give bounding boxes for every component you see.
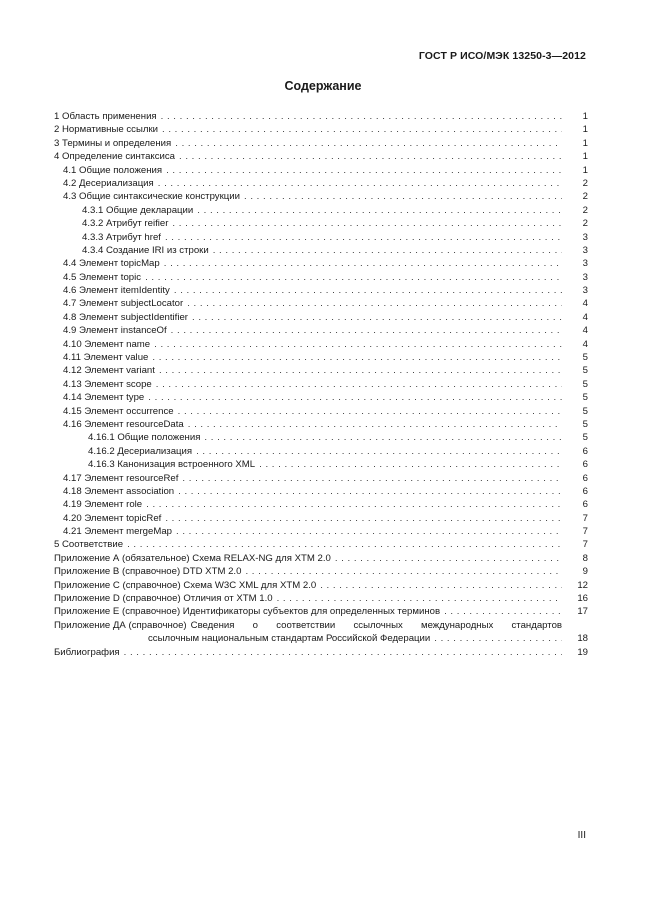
toc-entry [54, 137, 588, 150]
toc-entry [54, 364, 588, 377]
toc-entry [54, 271, 588, 284]
toc-entry-label: 4.14 Элемент type [63, 392, 145, 404]
toc-entry-label: 4.16.3 Канонизация встроенного XML [88, 459, 256, 471]
toc-leader-dots [158, 177, 562, 190]
toc-entry [54, 472, 588, 485]
toc-entry-page: 1 [582, 164, 588, 176]
toc-entry-label: 4.13 Элемент scope [63, 378, 152, 390]
toc-entry [54, 552, 588, 565]
toc-leader-dots [245, 565, 562, 578]
toc-entry-page: 6 [582, 485, 588, 497]
toc-entry-label: Приложение С (справочное) Схема W3C XML для XTM 2.0 [54, 579, 317, 591]
toc-entry-page: 3 [582, 231, 588, 243]
toc-entry-page: 2 [582, 191, 588, 203]
toc-leader-dots [152, 351, 562, 364]
toc-entry-page: 5 [582, 365, 588, 377]
toc-entry [54, 405, 588, 418]
toc-entry-page: 4 [582, 325, 588, 337]
toc-entry-label: Приложение D (справочное) Отличия от XTM 1.0 [54, 593, 273, 605]
page-title: Содержание [284, 79, 362, 93]
toc-entry-label: 4.20 Элемент topicRef [63, 512, 162, 524]
toc-entry [54, 351, 588, 364]
toc-entry-label: Приложение А (обязательное) Схема RELAX-NG для XTM 2.0 [54, 552, 331, 564]
toc-entry [54, 512, 588, 525]
toc-entry-label: 3 Термины и определения [54, 137, 172, 149]
toc-leader-dots [162, 123, 562, 136]
toc-entry-label: 4.8 Элемент subjectIdentifier [63, 311, 188, 323]
toc-entry-label: 4.3.3 Атрибут href [82, 231, 161, 243]
toc-leader-dots [204, 431, 562, 444]
toc-leader-dots [174, 284, 562, 297]
toc-entry [54, 257, 588, 270]
toc-entry [54, 284, 588, 297]
toc-leader-dots [244, 190, 562, 203]
toc-entry [54, 391, 588, 404]
toc-entry-label: 2 Нормативные ссылки [54, 124, 159, 136]
toc-entry [54, 190, 588, 203]
toc-entry-label: 4.5 Элемент topic [63, 271, 142, 283]
toc-entry [54, 311, 588, 324]
toc-entry [54, 164, 588, 177]
document-code: ГОСТ Р ИСО/МЭК 13250-3—2012 [418, 50, 586, 62]
toc-entry-page: 17 [577, 606, 588, 618]
toc-leader-dots [154, 338, 562, 351]
toc-leader-dots [127, 538, 562, 551]
toc-entry-label: 4.21 Элемент mergeMap [63, 526, 172, 538]
toc-entry-label: 4.17 Элемент resourceRef [63, 472, 179, 484]
toc-leader-dots [196, 445, 562, 458]
toc-leader-dots [145, 271, 562, 284]
toc-entry-page: 1 [582, 137, 588, 149]
toc-entry-page: 6 [582, 499, 588, 511]
toc-entry-label: 4.10 Элемент name [63, 338, 151, 350]
toc-leader-dots [213, 244, 562, 257]
toc-entry-label: 4.11 Элемент value [63, 352, 149, 364]
toc-leader-dots [164, 257, 562, 270]
toc-entry-page: 9 [582, 566, 588, 578]
toc-entry-wrapped-line1 [54, 619, 588, 632]
toc-leader-dots [444, 605, 562, 618]
toc-leader-dots [197, 204, 562, 217]
toc-entry-label: 1 Область применения [54, 110, 157, 122]
toc-entry [54, 378, 588, 391]
toc-entry-label: 4 Определение синтаксиса [54, 151, 175, 163]
toc-entry-page: 4 [582, 311, 588, 323]
toc-entry-page: 2 [582, 204, 588, 216]
toc-entry [54, 244, 588, 257]
toc-entry [54, 123, 588, 136]
toc-entry-page: 8 [582, 552, 588, 564]
toc-entry-page: 3 [582, 285, 588, 297]
toc-leader-dots [182, 472, 562, 485]
toc-entry-page: 5 [582, 405, 588, 417]
toc-leader-dots [178, 405, 562, 418]
toc-leader-dots [176, 525, 562, 538]
toc-leader-dots [188, 418, 562, 431]
toc-entry-label: 4.9 Элемент instanceOf [63, 325, 167, 337]
toc-entry-page: 5 [582, 432, 588, 444]
toc-leader-dots [159, 364, 562, 377]
toc-entry-page: 2 [582, 177, 588, 189]
toc-leader-dots [259, 458, 562, 471]
toc-entry [54, 431, 588, 444]
toc-entry-label: 4.18 Элемент association [63, 485, 175, 497]
toc-entry-label: Приложение В (справочное) DTD XTM 2.0 [54, 566, 242, 578]
toc-entry [54, 204, 588, 217]
toc-entry-label: Приложение Е (справочное) Идентификаторы субъектов для определенных терминов [54, 606, 441, 618]
toc-entry [54, 579, 588, 592]
toc-entry-label: 4.3.1 Общие декларации [82, 204, 194, 216]
toc-entry-page: 4 [582, 298, 588, 310]
toc-entry [54, 458, 588, 471]
toc-entry-page: 2 [582, 218, 588, 230]
toc-entry-label: Сведения о соответствии ссылочных международных стандартов [190, 619, 562, 631]
toc-leader-dots [335, 552, 562, 565]
toc-entry-label: ссылочным национальным стандартам Российской Федерации [148, 633, 431, 645]
toc-leader-dots [175, 137, 562, 150]
toc-leader-dots [171, 324, 562, 337]
toc-entry [54, 150, 588, 163]
toc-entry-label: 4.16 Элемент resourceData [63, 418, 184, 430]
toc-entry-label: 4.6 Элемент itemIdentity [63, 285, 170, 297]
toc-entry-label: 4.7 Элемент subjectLocator [63, 298, 184, 310]
toc-leader-dots [124, 646, 562, 659]
toc-entry-label: 4.16.2 Десериализация [88, 445, 193, 457]
toc-entry-page: 7 [582, 526, 588, 538]
toc-leader-dots [277, 592, 562, 605]
toc-leader-dots [192, 311, 562, 324]
toc-entry [54, 539, 588, 552]
toc-entry-label: 4.1 Общие положения [63, 164, 163, 176]
toc-entry-page: 6 [582, 445, 588, 457]
toc-entry-label: 4.2 Десериализация [63, 177, 154, 189]
toc-entry-page: 4 [582, 338, 588, 350]
toc-entry-label: 4.15 Элемент occurrence [63, 405, 174, 417]
toc-entry-prefix: Приложение ДА (справочное) [54, 619, 187, 631]
toc-entry-label: 4.3.4 Создание IRI из строки [82, 244, 209, 256]
toc-leader-dots [166, 164, 562, 177]
toc-entry-label: 4.12 Элемент variant [63, 365, 155, 377]
toc-entry-page: 3 [582, 244, 588, 256]
toc-entry-page: 5 [582, 418, 588, 430]
toc-entry [54, 565, 588, 578]
toc-entry-page: 5 [582, 352, 588, 364]
toc-entry-page: 6 [582, 472, 588, 484]
toc-entry [54, 177, 588, 190]
toc-entry-page: 3 [582, 258, 588, 270]
toc-entry [54, 297, 588, 310]
toc-entry [54, 324, 588, 337]
toc-entry [54, 498, 588, 511]
toc-entry-page: 1 [582, 110, 588, 122]
toc-entry-label: 4.3 Общие синтаксические конструкции [63, 191, 241, 203]
toc-entry-label: 4.4 Элемент topicMap [63, 258, 160, 270]
toc-entry-page: 16 [577, 593, 588, 605]
toc-leader-dots [146, 498, 562, 511]
toc-entry [54, 418, 588, 431]
toc-leader-dots [178, 485, 562, 498]
toc-leader-dots [161, 110, 562, 123]
toc-leader-dots [148, 391, 562, 404]
toc-entry-page: 1 [582, 151, 588, 163]
toc-leader-dots [187, 297, 562, 310]
table-of-contents [54, 110, 588, 659]
toc-leader-dots [434, 632, 562, 645]
toc-entry [54, 217, 588, 230]
toc-entry [54, 445, 588, 458]
toc-entry-page: 5 [582, 392, 588, 404]
toc-entry-wrapped-line2 [54, 632, 588, 645]
toc-entry [54, 605, 588, 618]
toc-entry-page: 6 [582, 459, 588, 471]
toc-leader-dots [320, 579, 562, 592]
toc-leader-dots [156, 378, 562, 391]
toc-leader-dots [165, 512, 562, 525]
toc-entry-label: 4.19 Элемент role [63, 499, 143, 511]
toc-entry-page: 3 [582, 271, 588, 283]
toc-entry-label: 4.3.2 Атрибут reifier [82, 218, 169, 230]
toc-entry-label: 4.16.1 Общие положения [88, 432, 201, 444]
toc-entry-page: 18 [577, 633, 588, 645]
toc-entry-page: 7 [582, 539, 588, 551]
toc-leader-dots [172, 217, 562, 230]
toc-entry-page: 5 [582, 378, 588, 390]
toc-entry-page: 19 [577, 646, 588, 658]
toc-entry-page: 1 [582, 124, 588, 136]
toc-entry [54, 592, 588, 605]
toc-entry [54, 485, 588, 498]
toc-entry [54, 231, 588, 244]
toc-entry [54, 646, 588, 659]
toc-entry-page: 12 [577, 579, 588, 591]
toc-entry-label: Библиография [54, 646, 120, 658]
toc-entry-page: 7 [582, 512, 588, 524]
toc-entry [54, 110, 588, 123]
page-number: III [577, 830, 586, 841]
toc-entry-label: 5 Соответствие [54, 539, 124, 551]
toc-leader-dots [179, 150, 562, 163]
toc-leader-dots [165, 231, 562, 244]
toc-entry [54, 525, 588, 538]
toc-entry [54, 338, 588, 351]
